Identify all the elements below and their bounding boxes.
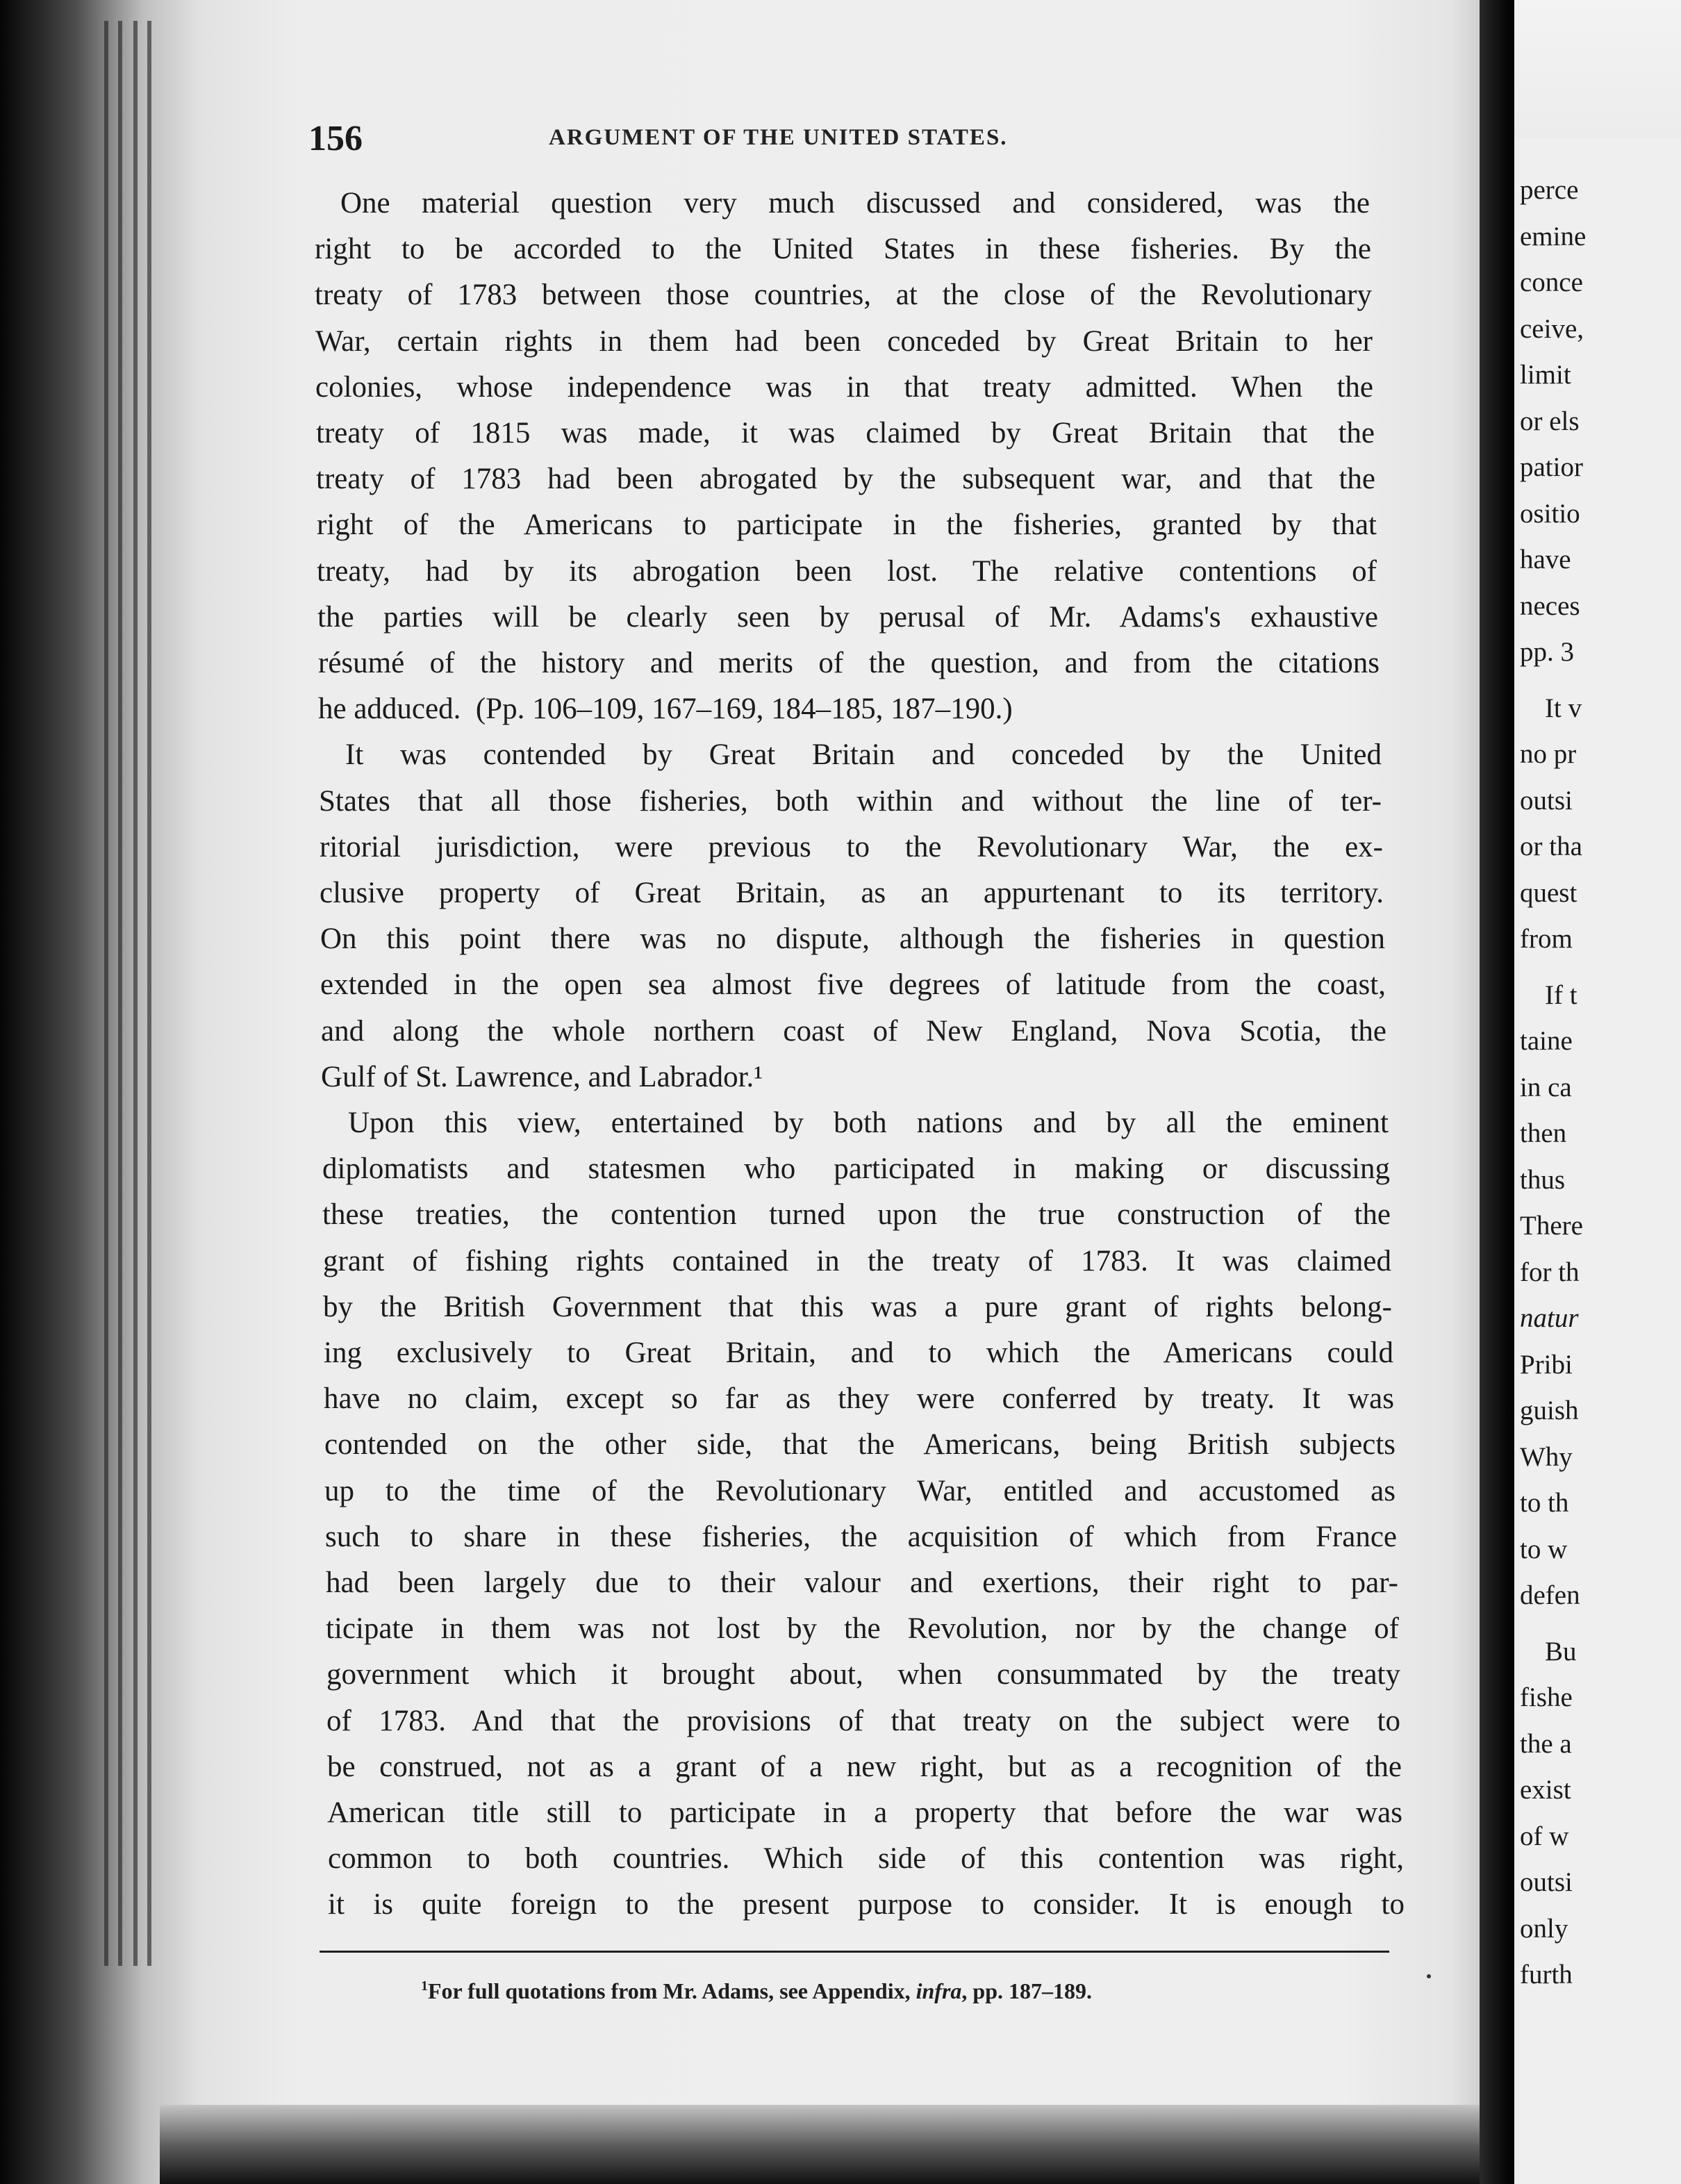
- text-line: American title still to participate in a property that before the war was: [327, 1796, 1402, 1829]
- text-line: On this point there was no dispute, although the fisheries in question: [320, 923, 1385, 955]
- text-line: treaty of 1815 was made, it was claimed by Great Britain that the: [316, 417, 1375, 449]
- facing-page-line: ceive,: [1520, 313, 1584, 344]
- facing-page-line: furth: [1520, 1960, 1573, 1989]
- facing-page-line: fishe: [1520, 1682, 1573, 1712]
- facing-page-line: only: [1520, 1913, 1568, 1944]
- facing-page-line: outsi: [1520, 1867, 1573, 1897]
- facing-page-line: in ca: [1520, 1072, 1572, 1102]
- text-line: Gulf of St. Lawrence, and Labrador.¹: [321, 1061, 763, 1093]
- facing-page-line: the a: [1520, 1728, 1572, 1759]
- footnote-italic: infra: [916, 1978, 962, 2003]
- facing-page-line: defen: [1520, 1580, 1580, 1610]
- facing-page: [1514, 139, 1681, 2184]
- page-edge-line: [147, 21, 151, 1966]
- text-line: extended in the open sea almost five degrees of latitude from the coast,: [320, 968, 1386, 1001]
- facing-page-line: natur: [1520, 1303, 1579, 1333]
- facing-page-line: have: [1520, 545, 1571, 574]
- facing-page-line: from: [1520, 924, 1573, 954]
- facing-page-line: It v: [1545, 693, 1582, 723]
- text-line: up to the time of the Revolutionary War, entitled and accustomed as: [324, 1475, 1396, 1507]
- text-line: government which it brought about, when consummated by the treaty: [326, 1658, 1400, 1691]
- text-line: these treaties, the contention turned upon the true construction of the: [322, 1198, 1391, 1231]
- facing-page-line: guish: [1520, 1396, 1579, 1425]
- page-number: 156: [308, 119, 363, 158]
- facing-page-line: or els: [1520, 406, 1580, 436]
- facing-page-line: of w: [1520, 1821, 1569, 1851]
- facing-page-line: neces: [1520, 590, 1580, 621]
- text-line: and along the whole northern coast of New England, Nova Scotia, the: [321, 1015, 1386, 1048]
- text-line: be construed, not as a grant of a new right, but as a recognition of the: [327, 1751, 1402, 1783]
- text-line: right to be accorded to the United States in these fisheries. By the: [315, 233, 1371, 265]
- text-line: he adduced. (Pp. 106–109, 167–169, 184–185, 187–190.): [318, 693, 1013, 725]
- text-line: résumé of the history and merits of the question, and from the citations: [318, 647, 1380, 679]
- facing-page-line: to w: [1520, 1534, 1568, 1564]
- facing-page-line: exist: [1520, 1775, 1571, 1805]
- facing-page-line: outsi: [1520, 785, 1573, 816]
- facing-page-line: Why: [1520, 1441, 1573, 1472]
- footnote-marker: 1: [421, 1978, 428, 1994]
- text-line: One material question very much discussed and considered, was the: [340, 187, 1370, 220]
- text-line: ticipate in them was not lost by the Revolution, nor by the change of: [326, 1612, 1399, 1645]
- facing-page-line: to th: [1520, 1488, 1569, 1518]
- text-line: clusive property of Great Britain, as an appurtenant to its territory.: [320, 877, 1384, 909]
- book-edge-left: [0, 0, 174, 2184]
- text-line: had been largely due to their valour and exertions, their right to par-: [326, 1566, 1398, 1599]
- book-page: [160, 0, 1480, 2105]
- text-line: treaty of 1783 had been abrogated by the subsequent war, and that the: [316, 463, 1375, 495]
- text-line: the parties will be clearly seen by perusal of Mr. Adams's exhaustive: [317, 601, 1378, 634]
- facing-page-line: There: [1520, 1211, 1583, 1241]
- page-edge-line: [133, 21, 138, 1966]
- text-line: diplomatists and statesmen who participated in making or discussing: [322, 1152, 1390, 1185]
- text-line: ing exclusively to Great Britain, and to which the Americans could: [324, 1337, 1393, 1369]
- text-line: by the British Government that this was a pure grant of rights belong-: [323, 1291, 1392, 1323]
- page-edge-line: [104, 21, 108, 1966]
- text-line: right of the Americans to participate in the fisheries, granted by that: [317, 508, 1377, 541]
- facing-page-line: perce: [1520, 175, 1579, 205]
- running-head: ARGUMENT OF THE UNITED STATES.: [549, 125, 1008, 150]
- facing-page-line: quest: [1520, 877, 1578, 908]
- text-line: of 1783. And that the provisions of that treaty on the subject were to: [326, 1705, 1400, 1737]
- footnote-rule: [320, 1951, 1389, 1953]
- facing-page-line: thus: [1520, 1164, 1566, 1195]
- footnote-text-end: , pp. 187–189.: [961, 1978, 1092, 2003]
- text-line: War, certain rights in them had been conceded by Great Britain to her: [315, 325, 1373, 358]
- facing-page-line: If t: [1545, 979, 1578, 1010]
- text-line: it is quite foreign to the present purpose to consider. It is enough to: [328, 1888, 1405, 1921]
- facing-page-line: no pr: [1520, 739, 1577, 769]
- facing-page-line: patior: [1520, 452, 1583, 482]
- facing-page-line: conce: [1520, 267, 1583, 297]
- text-line: colonies, whose independence was in that treaty admitted. When the: [315, 371, 1373, 404]
- facing-page-line: limit: [1520, 360, 1571, 390]
- facing-page-line: Bu: [1545, 1636, 1577, 1666]
- page-edge-line: [118, 21, 122, 1966]
- print-speck: [1427, 1974, 1431, 1978]
- facing-page-line: emine: [1520, 221, 1587, 251]
- text-line: such to share in these fisheries, the acquisition of which from France: [325, 1521, 1397, 1553]
- text-line: have no claim, except so far as they were conferred by treaty. It was: [324, 1382, 1394, 1415]
- facing-page-line: taine: [1520, 1026, 1573, 1056]
- page-bottom-shadow: [160, 2105, 1480, 2184]
- text-line: grant of fishing rights contained in the treaty of 1783. It was claimed: [323, 1245, 1391, 1277]
- facing-page-top: [1514, 0, 1681, 139]
- text-line: treaty, had by its abrogation been lost. The relative contentions of: [317, 555, 1377, 588]
- footnote-text: For full quotations from Mr. Adams, see Appendix,: [428, 1978, 916, 2003]
- text-line: treaty of 1783 between those countries, at the close of the Revolutionary: [315, 279, 1372, 311]
- text-line: It was contended by Great Britain and conceded by the United: [345, 738, 1382, 771]
- text-line: ritorial jurisdiction, were previous to the Revolutionary War, the ex-: [320, 831, 1383, 863]
- facing-page-line: ositio: [1520, 498, 1580, 529]
- facing-page-line: for th: [1520, 1257, 1580, 1287]
- footnote: [421, 1978, 1092, 2004]
- text-line: States that all those fisheries, both within and without the line of ter-: [319, 785, 1382, 818]
- text-line: common to both countries. Which side of this contention was right,: [328, 1842, 1404, 1875]
- facing-page-line: then: [1520, 1118, 1567, 1148]
- text-line: contended on the other side, that the Americans, being British subjects: [324, 1428, 1396, 1461]
- facing-page-line: pp. 3: [1520, 637, 1574, 667]
- text-line: Upon this view, entertained by both nations and by all the eminent: [348, 1107, 1389, 1139]
- facing-page-line: Pribi: [1520, 1349, 1573, 1380]
- facing-page-line: or tha: [1520, 832, 1582, 861]
